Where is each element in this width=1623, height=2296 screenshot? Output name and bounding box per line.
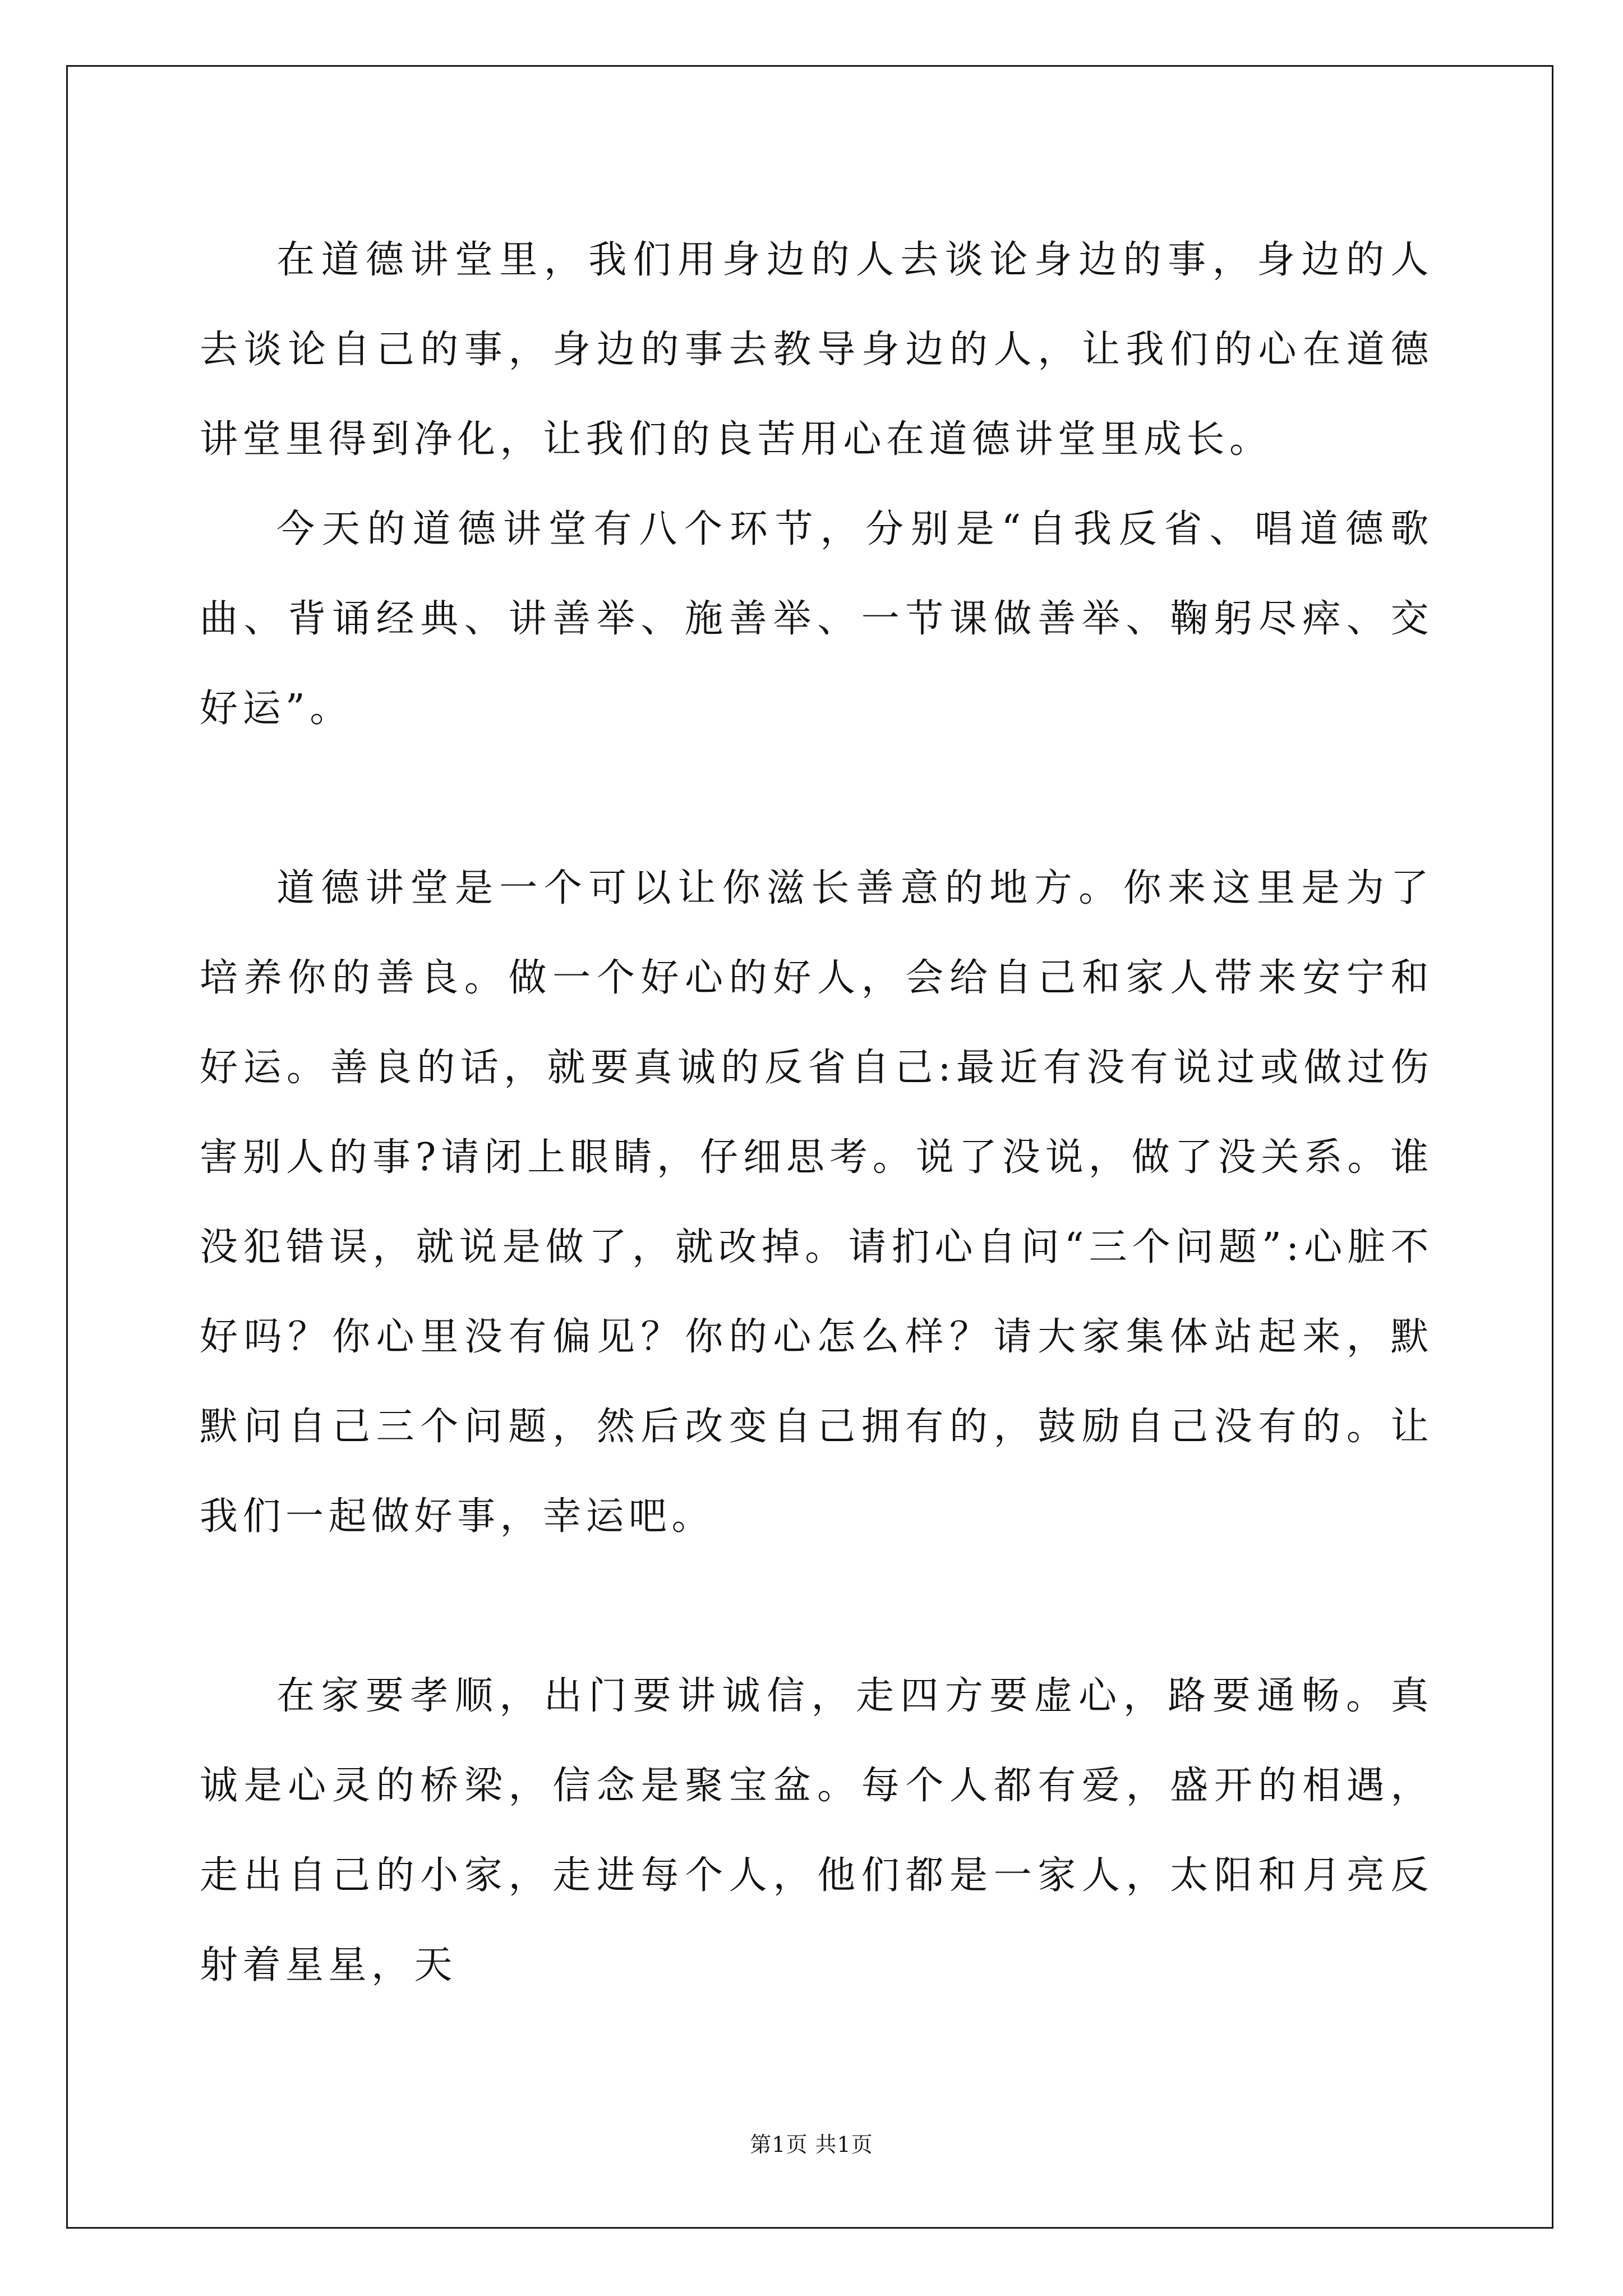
paragraph-2: 今天的道德讲堂有八个环节，分别是“自我反省、唱道德歌曲、背诵经典、讲善举、施善举、一节课做善举、鞠躬尽瘁、交好运”。 [200, 507, 1433, 731]
document-body [200, 215, 1433, 2010]
paragraph-4: 在家要孝顺，出门要讲诚信，走四方要虚心，路要通畅。真诚是心灵的桥梁，信念是聚宝盆。每个人都有爱，盛开的相遇，走出自己的小家，走进每个人，他们都是一家人，太阳和月亮反射着星星，天 [200, 1674, 1433, 1987]
page-footer: 第1页 共1页 [750, 2132, 873, 2157]
paragraph-3: 道德讲堂是一个可以让你滋长善意的地方。你来这里是为了培养你的善良。做一个好心的好人，会给自己和家人带来安宁和好运。善良的话，就要真诚的反省自己:最近有没有说过或做过伤害别人的事?请闭上眼睛，仔细思考。说了没说，做了没关系。谁没犯错误，就说是做了，就改掉。请扪心自问“三个问题”:心脏不好吗？你心里没有偏见？你的心怎么样？请大家集体站起来，默默问自己三个问题，然后改变自己拥有的，鼓励自己没有的。让我们一起做好事，幸运吧。 [200, 866, 1433, 1539]
paragraph-1: 在道德讲堂里，我们用身边的人去谈论身边的事，身边的人去谈论自己的事，身边的事去教导身边的人，让我们的心在道德讲堂里得到净化，让我们的良苦用心在道德讲堂里成长。 [200, 238, 1433, 462]
paragraph-spacer [200, 1562, 1433, 1651]
paragraph-spacer [200, 754, 1433, 844]
